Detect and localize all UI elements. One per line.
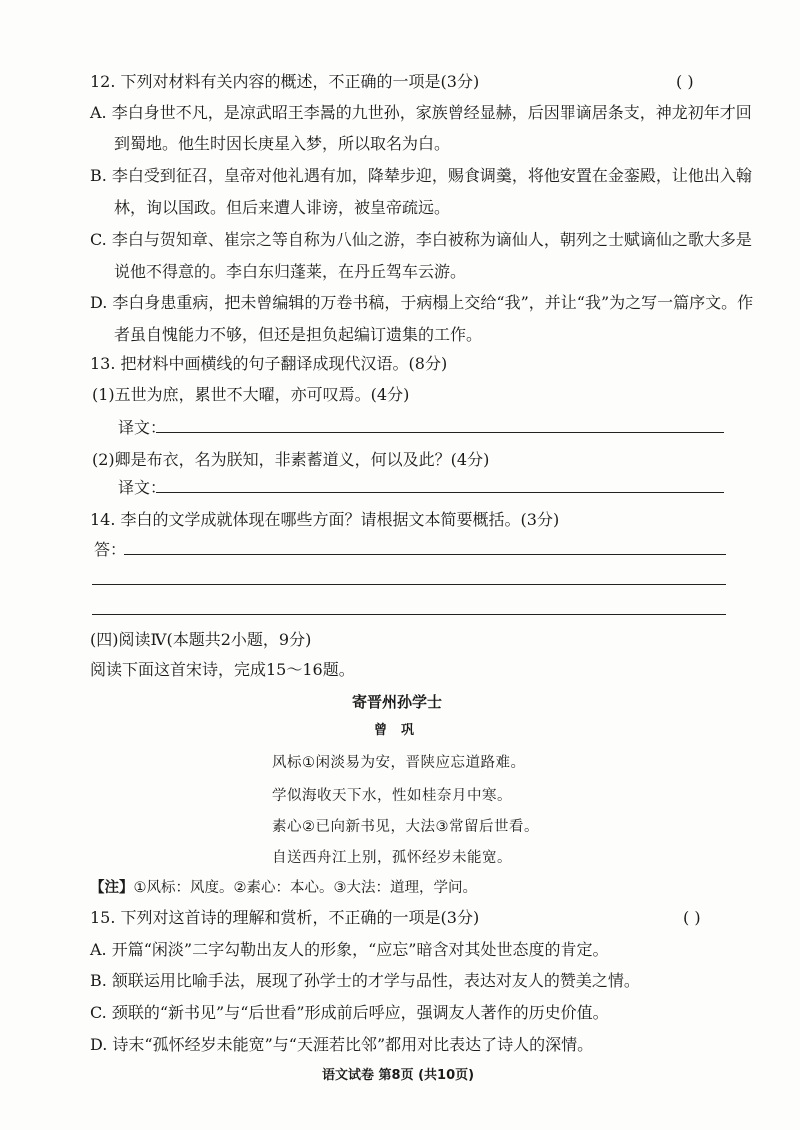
q13-stem: 13. 把材料中画横线的句子翻译成现代汉语。(8分): [90, 354, 448, 373]
poem-line-3: 素心②已向新书见，大法③常留后世看。: [272, 819, 539, 835]
poem-note-label: 【注】: [90, 880, 134, 896]
q13-answer-label-1: 译文：: [118, 418, 167, 437]
q12-option-b: B. 李白受到征召，皇帝对他礼遇有加，降辇步迎，赐食调羹，将他安置在金銮殿，让他出入翰: [90, 166, 752, 185]
q15-option-b: B. 颔联运用比喻手法，展现了孙学士的才学与品性，表达对友人的赞美之情。: [90, 971, 640, 990]
q14-stem: 14. 李白的文学成就体现在哪些方面？请根据文本简要概括。(3分): [90, 510, 560, 529]
q13-answer-line-2[interactable]: [156, 492, 724, 493]
q14-answer-line-3[interactable]: [92, 614, 726, 615]
poem-line-4: 自送西舟江上别，孤怀经岁未能宽。: [272, 850, 512, 866]
poem-line-1: 风标①闲淡易为安，晋陕应忘道路难。: [272, 755, 526, 771]
q12-option-b-cont: 林，询以国政。但后来遭人诽谤，被皇帝疏远。: [114, 198, 451, 217]
page-footer: 语文试卷 第8页 (共10页): [322, 1068, 475, 1083]
q15-option-d: D. 诗末“孤怀经岁未能宽”与“天涯若比邻”都用对比表达了诗人的深情。: [90, 1035, 594, 1054]
q13-answer-line-1[interactable]: [156, 432, 724, 433]
q12-option-a: A. 李白身世不凡，是凉武昭王李暠的九世孙，家族曾经显赫，后因罪谪居条支，神龙初年才回: [90, 103, 752, 122]
q14-answer-line-2[interactable]: [92, 584, 726, 585]
section-4-header: (四)阅读Ⅳ(本题共2小题，9分): [90, 630, 312, 649]
q13-sentence-1: (1)五世为庶，累世不大曜，亦可叹焉。(4分): [92, 385, 410, 404]
q15-option-a: A. 开篇“闲淡”二字勾勒出友人的形象，“应忘”暗含对其处世态度的肯定。: [90, 940, 609, 959]
q12-option-c: C. 李白与贺知章、崔宗之等自称为八仙之游，李白被称为谪仙人，朝列之士赋谪仙之歌大多是: [90, 230, 752, 249]
section-4-instruction: 阅读下面这首宋诗，完成15～16题。: [90, 660, 355, 679]
q12-stem: 12. 下列对材料有关内容的概述，不正确的一项是(3分): [90, 72, 480, 91]
q12-option-c-cont: 说他不得意的。李白东归蓬莱，在丹丘驾车云游。: [114, 262, 467, 281]
q13-sentence-2: (2)卿是布衣，名为朕知，非素蓄道义，何以及此？(4分): [92, 450, 490, 469]
poem-author: 曾巩: [374, 723, 429, 738]
q14-answer-label: 答：: [94, 540, 127, 559]
q14-answer-line-1[interactable]: [124, 554, 726, 555]
q15-stem: 15. 下列对这首诗的理解和赏析，不正确的一项是(3分): [90, 908, 480, 927]
poem-notes: [90, 878, 477, 898]
q13-answer-label-2: 译文：: [118, 478, 167, 497]
q12-answer-paren[interactable]: ( ): [676, 72, 694, 91]
poem-note-text: ①风标：风度。②素心：本心。③大法：道理，学问。: [133, 880, 477, 896]
q12-option-a-cont: 到蜀地。他生时因长庚星入梦，所以取名为白。: [114, 134, 451, 153]
q12-option-d-cont: 者虽自愧能力不够，但还是担负起编订遗集的工作。: [114, 325, 483, 344]
q15-option-c: C. 颈联的“新书见”与“后世看”形成前后呼应，强调友人著作的历史价值。: [90, 1003, 609, 1022]
poem-title: 寄晋州孙学士: [352, 693, 443, 711]
q15-answer-paren[interactable]: ( ): [683, 908, 701, 927]
q12-option-d: D. 李白身患重病，把未曾编辑的万卷书稿，于病榻上交给“我”，并让“我”为之写一篇序文。作: [90, 293, 754, 312]
poem-line-2: 学似海收天下水，性如桂奈月中寒。: [272, 788, 512, 804]
